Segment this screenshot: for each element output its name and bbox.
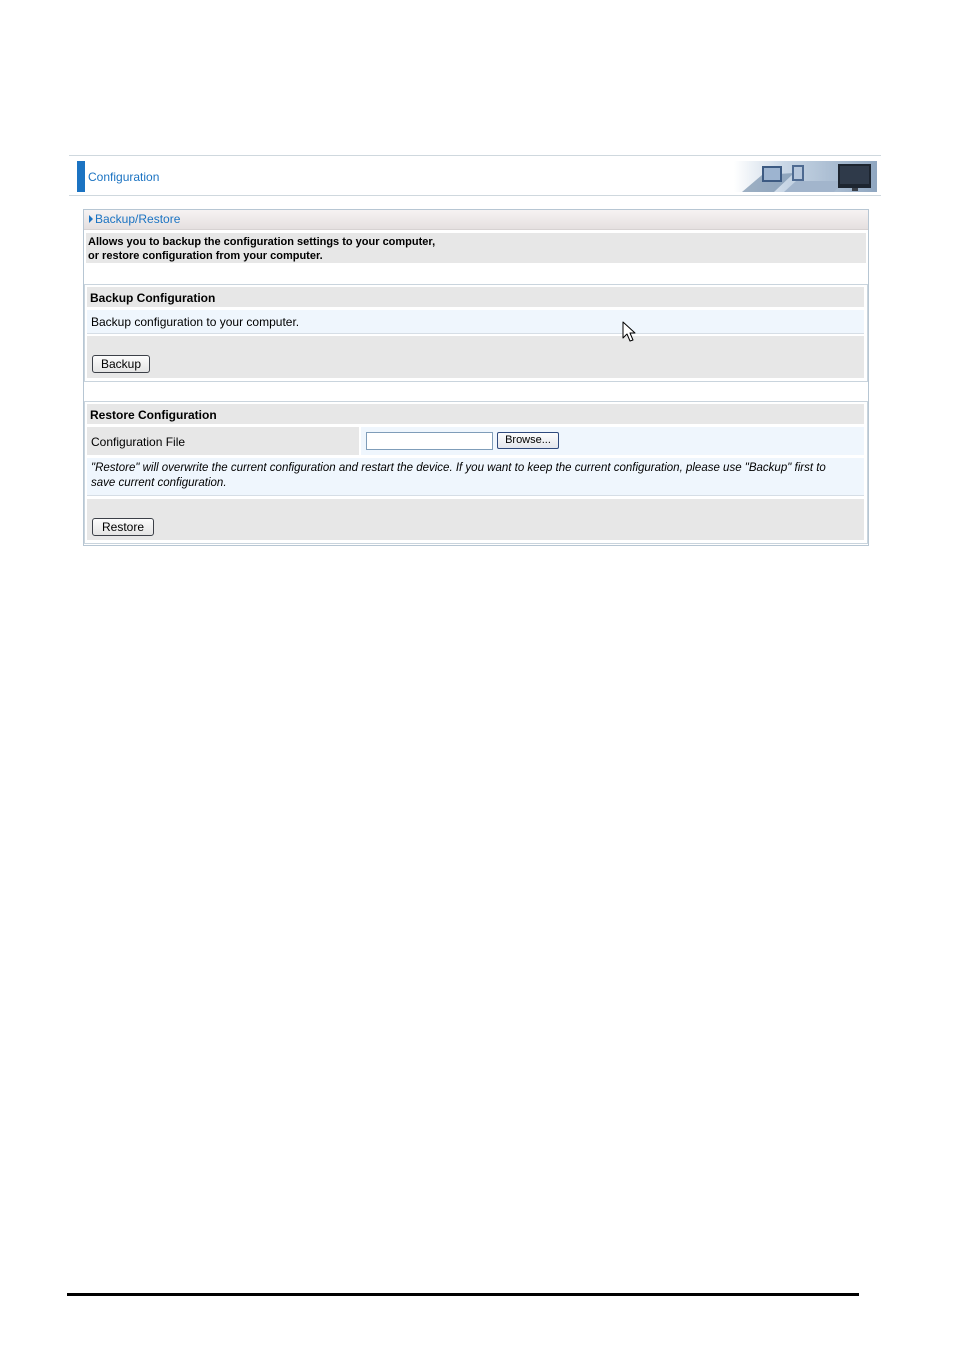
description-line-2: or restore configuration from your computer. (88, 250, 323, 262)
page-header (69, 155, 881, 196)
configuration-file-input-cell (361, 427, 864, 455)
triangle-right-icon (89, 215, 93, 223)
panel-title-bar (84, 210, 868, 230)
backup-heading: Backup Configuration (90, 291, 216, 305)
restore-heading: Restore Configuration (90, 408, 217, 422)
description-line-1: Allows you to backup the configuration settings to your computer, (88, 236, 436, 248)
restore-note-line-2: save current configuration. (91, 477, 227, 489)
header-accent-bar (77, 161, 85, 192)
mouse-cursor-icon (622, 321, 636, 343)
restore-section-header (87, 404, 864, 424)
restore-button[interactable]: Restore (92, 518, 154, 536)
restore-section (84, 401, 868, 544)
backup-text: Backup configuration to your computer. (91, 315, 300, 329)
backup-restore-panel (83, 209, 869, 546)
configuration-file-row (87, 427, 864, 455)
backup-section (84, 284, 868, 382)
panel-description (86, 233, 866, 263)
restore-note-line-1: "Restore" will overwrite the current configuration and restart the device. If you want to keep the current configuration, please use "Backup" first to (91, 462, 826, 474)
page-title: Configuration (88, 170, 160, 184)
backup-info-row (87, 310, 864, 334)
browse-button[interactable]: Browse... (497, 432, 559, 449)
backup-button[interactable]: Backup (92, 355, 150, 373)
restore-button-area (87, 499, 864, 540)
backup-button-area (87, 336, 864, 378)
backup-section-header (87, 287, 864, 307)
footer-divider (67, 1293, 859, 1296)
office-banner-image (734, 161, 877, 192)
configuration-file-label-cell (87, 427, 359, 455)
configuration-file-input[interactable] (366, 432, 493, 450)
configuration-file-label: Configuration File (91, 435, 186, 449)
panel-title: Backup/Restore (95, 212, 181, 226)
restore-warning-note (87, 458, 864, 496)
